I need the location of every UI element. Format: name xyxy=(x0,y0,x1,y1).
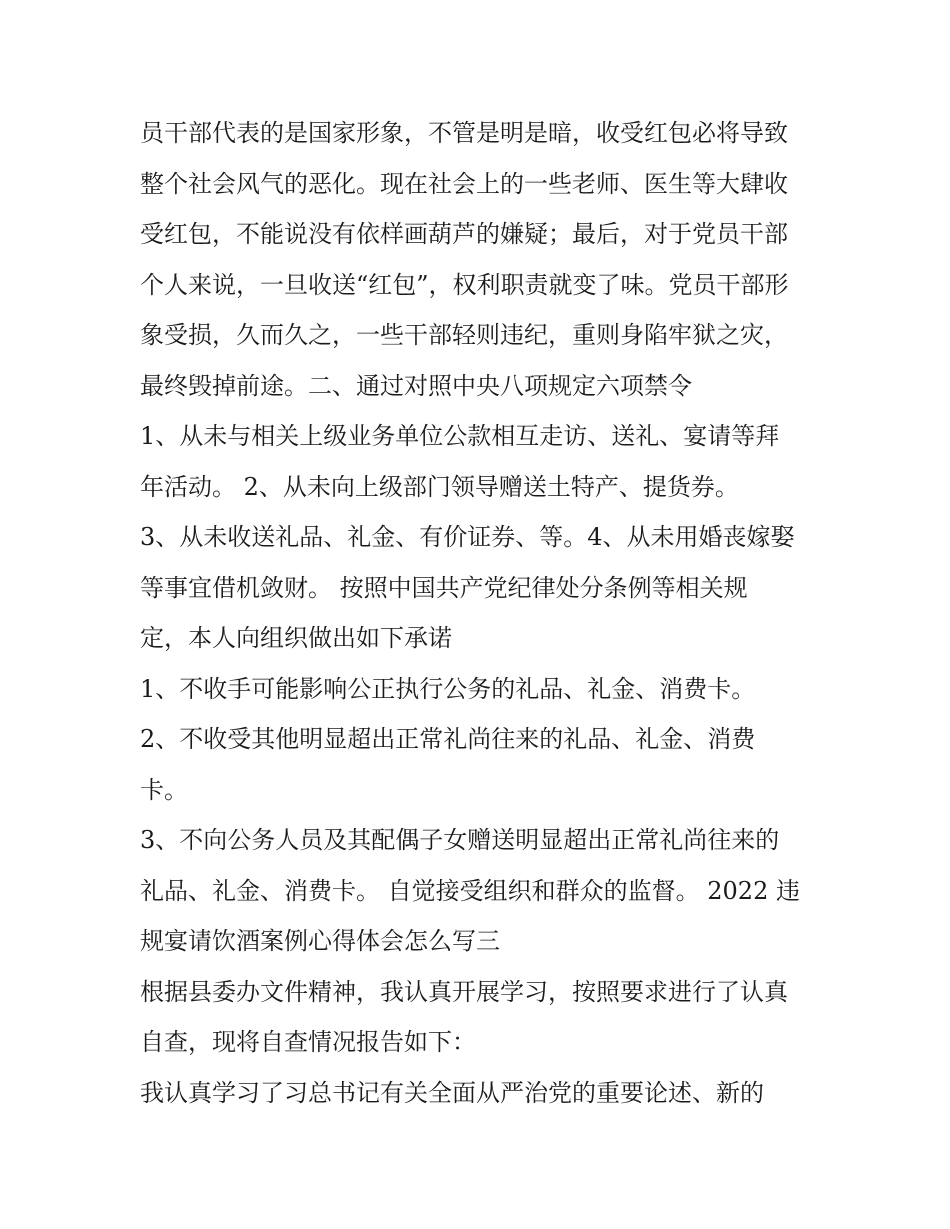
text-line: 等事宜借机敛财。 按照中国共产党纪律处分条例等相关规 xyxy=(140,573,748,602)
text-line: 礼品、礼金、消费卡。 自觉接受组织和群众的监督。 2022 违 xyxy=(140,876,800,905)
text-line: 自查，现将自查情况报告如下： xyxy=(140,1028,476,1056)
text-line: 最终毁掉前途。二、通过对照中央八项规定六项禁令 xyxy=(140,371,692,400)
text-line: 年活动。 2、从未向上级部门领导赠送土特产、提货券。 xyxy=(140,472,739,501)
text-line: 1、从未与相关上级业务单位公款相互走访、送礼、宴请等拜 xyxy=(140,422,780,450)
text-line: 规宴请饮酒案例心得体会怎么写三 xyxy=(140,927,500,955)
text-line: 象受损，久而久之，一些干部轻则违纪，重则身陷牢狱之灾， xyxy=(140,321,788,349)
text-line: 员干部代表的是国家形象，不管是明是暗，收受红包必将导致 xyxy=(140,119,788,147)
text-line: 受红包，不能说没有依样画葫芦的嫌疑；最后，对于党员干部 xyxy=(140,220,788,248)
text-line: 卡。 xyxy=(140,775,188,804)
text-line: 3、从未收送礼品、礼金、有价证券、等。4、从未用婚丧嫁娶 xyxy=(140,523,795,551)
text-line: 定，本人向组织做出如下承诺 xyxy=(140,624,452,652)
text-line: 根据县委办文件精神，我认真开展学习，按照要求进行了认真 xyxy=(140,977,788,1006)
text-line: 我认真学习了习总书记有关全面从严治党的重要论述、新的 xyxy=(140,1078,764,1107)
text-line: 3、不向公务人员及其配偶子女赠送明显超出正常礼尚往来的 xyxy=(140,826,780,854)
text-line: 个人来说，一旦收送“红包”，权利职责就变了味。党员干部形 xyxy=(140,270,789,299)
text-line: 整个社会风气的恶化。现在社会上的一些老师、医生等大肆收 xyxy=(140,169,788,198)
text-line: 1、不收手可能影响公正执行公务的礼品、礼金、消费卡。 xyxy=(140,674,756,703)
body-text xyxy=(140,108,830,1118)
text-line: 2、不收受其他明显超出正常礼尚往来的礼品、礼金、消费 xyxy=(140,725,756,753)
